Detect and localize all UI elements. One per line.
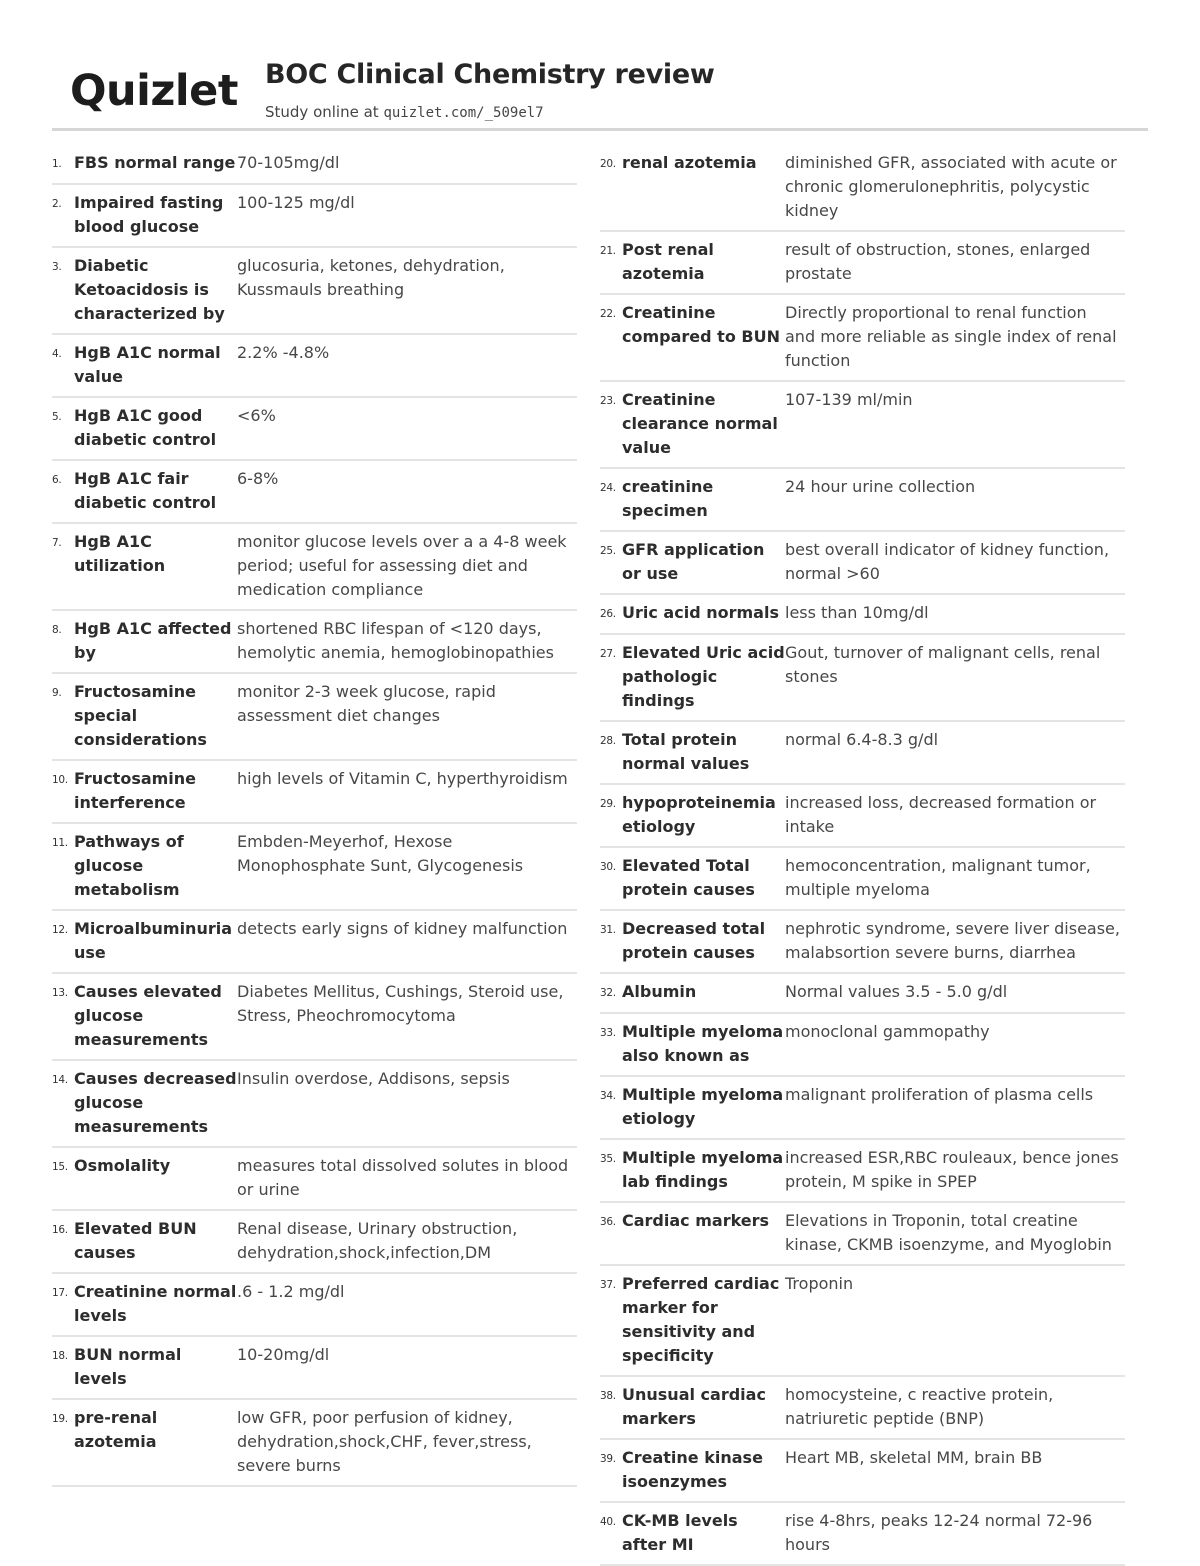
card-number: 32. <box>600 987 616 999</box>
card-definition: 10-20mg/dl <box>237 1345 330 1364</box>
card-term: Creatinine normal levels <box>74 1282 237 1325</box>
card-definition: Elevations in Troponin, total creatine kinase, CKMB isoenzyme, and Myoglobin <box>785 1211 1112 1254</box>
flashcard-row <box>600 382 1125 469</box>
card-number: 17. <box>52 1287 68 1299</box>
flashcard-row <box>600 1014 1125 1077</box>
card-number: 9. <box>52 687 62 699</box>
card-term: Elevated Uric acid pathologic findings <box>622 643 785 710</box>
flashcard-row <box>600 232 1125 295</box>
flashcard-row <box>600 974 1125 1014</box>
card-number: 4. <box>52 348 62 360</box>
card-term: GFR application or use <box>622 540 765 583</box>
card-definition: monitor glucose levels over a a 4-8 week period; useful for assessing diet and medication compliance <box>237 532 567 599</box>
card-definition: increased loss, decreased formation or intake <box>785 793 1097 836</box>
card-number: 18. <box>52 1350 68 1362</box>
card-number: 12. <box>52 924 68 936</box>
card-term: renal azotemia <box>622 153 757 172</box>
flashcard-row <box>52 1400 577 1487</box>
card-definition: shortened RBC lifespan of <120 days, hemolytic anemia, hemoglobinopathies <box>237 619 554 662</box>
flashcard-row <box>52 461 577 524</box>
card-number: 31. <box>600 924 616 936</box>
card-term: HgB A1C utilization <box>74 532 166 575</box>
card-term: Creatine kinase isoenzymes <box>622 1448 763 1491</box>
card-number: 16. <box>52 1224 68 1236</box>
card-number: 7. <box>52 537 62 549</box>
card-definition: diminished GFR, associated with acute or chronic glomerulonephritis, polycystic kidney <box>785 153 1117 220</box>
card-term: Causes elevated glucose measurements <box>74 982 222 1049</box>
card-term: pre-renal azotemia <box>74 1408 158 1451</box>
card-number: 26. <box>600 608 616 620</box>
card-number: 21. <box>600 245 616 257</box>
page-header <box>0 0 1200 140</box>
card-term: Fructosamine special considerations <box>74 682 207 749</box>
card-definition: hemoconcentration, malignant tumor, multiple myeloma <box>785 856 1091 899</box>
card-term: Creatinine clearance normal value <box>622 390 778 457</box>
card-definition: Insulin overdose, Addisons, sepsis <box>237 1069 510 1088</box>
card-definition: monitor 2-3 week glucose, rapid assessment diet changes <box>237 682 496 725</box>
card-number: 25. <box>600 545 616 557</box>
card-number: 15. <box>52 1161 68 1173</box>
card-definition: result of obstruction, stones, enlarged prostate <box>785 240 1091 283</box>
flashcard-row <box>52 1148 577 1211</box>
card-definition: low GFR, poor perfusion of kidney, dehydration,shock,CHF, fever,stress, severe burns <box>237 1408 532 1475</box>
card-term: Multiple myeloma also known as <box>622 1022 784 1065</box>
flashcard-row <box>52 1061 577 1148</box>
card-term: HgB A1C fair diabetic control <box>74 469 217 512</box>
card-number: 2. <box>52 198 62 210</box>
card-term: FBS normal range <box>74 153 236 172</box>
flashcard-row <box>600 1503 1125 1566</box>
card-number: 6. <box>52 474 62 486</box>
card-definition: 24 hour urine collection <box>785 477 976 496</box>
flashcard-row <box>600 1440 1125 1503</box>
card-definition: measures total dissolved solutes in blood or urine <box>237 1156 569 1199</box>
card-definition: .6 - 1.2 mg/dl <box>237 1282 345 1301</box>
card-term: Decreased total protein causes <box>622 919 766 962</box>
flashcard-row <box>600 295 1125 382</box>
card-term: Unusual cardiac markers <box>622 1385 766 1428</box>
card-definition: less than 10mg/dl <box>785 603 929 622</box>
card-number: 23. <box>600 395 616 407</box>
flashcard-row <box>52 911 577 974</box>
card-number: 27. <box>600 648 616 660</box>
card-definition: increased ESR,RBC rouleaux, bence jones protein, M spike in SPEP <box>785 1148 1119 1191</box>
flashcard-row <box>600 1077 1125 1140</box>
card-term: HgB A1C good diabetic control <box>74 406 217 449</box>
flashcard-row <box>52 335 577 398</box>
card-term: Fructosamine interference <box>74 769 197 812</box>
card-definition: malignant proliferation of plasma cells <box>785 1085 1094 1104</box>
card-term: hypoproteinemia etiology <box>622 793 776 836</box>
flashcard-row <box>600 911 1125 974</box>
card-term: BUN normal levels <box>74 1345 182 1388</box>
card-definition: rise 4-8hrs, peaks 12-24 normal 72-96 hours <box>785 1511 1093 1554</box>
flashcard-row <box>600 595 1125 635</box>
card-definition: monoclonal gammopathy <box>785 1022 990 1041</box>
card-number: 5. <box>52 411 62 423</box>
card-term: Elevated BUN causes <box>74 1219 197 1262</box>
card-number: 39. <box>600 1453 616 1465</box>
card-number: 20. <box>600 158 616 170</box>
study-url-link[interactable]: quizlet.com/_509el7 <box>383 105 544 121</box>
flashcard-row <box>600 848 1125 911</box>
card-term: Preferred cardiac marker for sensitivity and specificity <box>622 1274 780 1365</box>
card-term: Pathways of glucose metabolism <box>74 832 184 899</box>
flashcard-row <box>52 1337 577 1400</box>
header-divider <box>52 128 1148 131</box>
card-definition: <6% <box>237 406 276 425</box>
card-definition: Directly proportional to renal function and more reliable as single index of renal function <box>785 303 1117 370</box>
page-title: BOC Clinical Chemistry review <box>265 59 715 90</box>
card-number: 35. <box>600 1153 616 1165</box>
flashcard-row <box>600 1266 1125 1377</box>
card-number: 19. <box>52 1413 68 1425</box>
card-definition: 6-8% <box>237 469 279 488</box>
card-number: 10. <box>52 774 68 786</box>
card-number: 37. <box>600 1279 616 1291</box>
card-number: 3. <box>52 261 62 273</box>
card-definition: 107-139 ml/min <box>785 390 913 409</box>
card-term: Multiple myeloma etiology <box>622 1085 784 1128</box>
card-definition: Gout, turnover of malignant cells, renal stones <box>785 643 1101 686</box>
card-number: 40. <box>600 1516 616 1528</box>
card-number: 38. <box>600 1390 616 1402</box>
card-definition: 100-125 mg/dl <box>237 193 355 212</box>
flashcard-row <box>600 635 1125 722</box>
card-definition: nephrotic syndrome, severe liver disease, malabsortion severe burns, diarrhea <box>785 919 1120 962</box>
study-online-label: Study online at <box>265 103 384 121</box>
card-term: Osmolality <box>74 1156 171 1175</box>
flashcard-row <box>52 974 577 1061</box>
card-definition: Embden-Meyerhof, Hexose Monophosphate Sunt, Glycogenesis <box>237 832 524 875</box>
flashcard-row <box>52 674 577 761</box>
card-term: CK-MB levels after MI <box>622 1511 738 1554</box>
card-number: 36. <box>600 1216 616 1228</box>
card-definition: 2.2% -4.8% <box>237 343 330 362</box>
flashcard-column-left <box>52 145 577 1487</box>
card-number: 11. <box>52 837 68 849</box>
flashcard-row <box>52 1211 577 1274</box>
flashcard-row <box>52 145 577 185</box>
card-term: Uric acid normals <box>622 603 779 622</box>
flashcard-row <box>52 524 577 611</box>
card-definition: Diabetes Mellitus, Cushings, Steroid use, Stress, Pheochromocytoma <box>237 982 564 1025</box>
card-term: Microalbuminuria use <box>74 919 233 962</box>
card-number: 24. <box>600 482 616 494</box>
card-term: Impaired fasting blood glucose <box>74 193 224 236</box>
card-definition: normal 6.4-8.3 g/dl <box>785 730 939 749</box>
flashcard-row <box>600 1377 1125 1440</box>
card-definition: Normal values 3.5 - 5.0 g/dl <box>785 982 1008 1001</box>
flashcard-row <box>52 1274 577 1337</box>
flashcard-row <box>600 145 1125 232</box>
card-term: Total protein normal values <box>622 730 750 773</box>
card-definition: high levels of Vitamin C, hyperthyroidism <box>237 769 568 788</box>
card-definition: 70-105mg/dl <box>237 153 340 172</box>
card-number: 14. <box>52 1074 68 1086</box>
flashcard-row <box>600 785 1125 848</box>
flashcard-row <box>600 1203 1125 1266</box>
card-term: HgB A1C affected by <box>74 619 232 662</box>
study-online-line <box>265 101 544 124</box>
card-term: Multiple myeloma lab findings <box>622 1148 784 1191</box>
card-term: Post renal azotemia <box>622 240 714 283</box>
flashcard-row <box>52 248 577 335</box>
card-term: Diabetic Ketoacidosis is characterized by <box>74 256 225 323</box>
flashcard-row <box>600 1140 1125 1203</box>
flashcard-row <box>600 722 1125 785</box>
quizlet-logo: Quizlet <box>70 66 238 116</box>
card-definition: homocysteine, c reactive protein, natriuretic peptide (BNP) <box>785 1385 1054 1428</box>
card-number: 13. <box>52 987 68 999</box>
card-number: 8. <box>52 624 62 636</box>
flashcard-row <box>600 532 1125 595</box>
card-definition: Troponin <box>785 1274 854 1293</box>
card-number: 29. <box>600 798 616 810</box>
card-number: 22. <box>600 308 616 320</box>
card-term: Elevated Total protein causes <box>622 856 755 899</box>
card-term: Albumin <box>622 982 697 1001</box>
card-term: Creatinine compared to BUN <box>622 303 780 346</box>
card-number: 28. <box>600 735 616 747</box>
card-number: 30. <box>600 861 616 873</box>
flashcard-row <box>52 761 577 824</box>
card-number: 34. <box>600 1090 616 1102</box>
card-term: HgB A1C normal value <box>74 343 221 386</box>
card-definition: glucosuria, ketones, dehydration, Kussmauls breathing <box>237 256 505 299</box>
flashcard-row <box>52 824 577 911</box>
flashcard-row <box>52 611 577 674</box>
flashcard-row <box>52 185 577 248</box>
card-definition: best overall indicator of kidney function, normal >60 <box>785 540 1110 583</box>
card-term: Cardiac markers <box>622 1211 770 1230</box>
card-number: 33. <box>600 1027 616 1039</box>
card-term: creatinine specimen <box>622 477 714 520</box>
flashcard-row <box>52 398 577 461</box>
card-definition: Renal disease, Urinary obstruction, dehydration,shock,infection,DM <box>237 1219 518 1262</box>
flashcard-column-right <box>600 145 1125 1566</box>
card-definition: detects early signs of kidney malfunction <box>237 919 568 938</box>
card-definition: Heart MB, skeletal MM, brain BB <box>785 1448 1043 1467</box>
flashcard-row <box>600 469 1125 532</box>
card-term: Causes decreased glucose measurements <box>74 1069 237 1136</box>
card-number: 1. <box>52 158 62 170</box>
